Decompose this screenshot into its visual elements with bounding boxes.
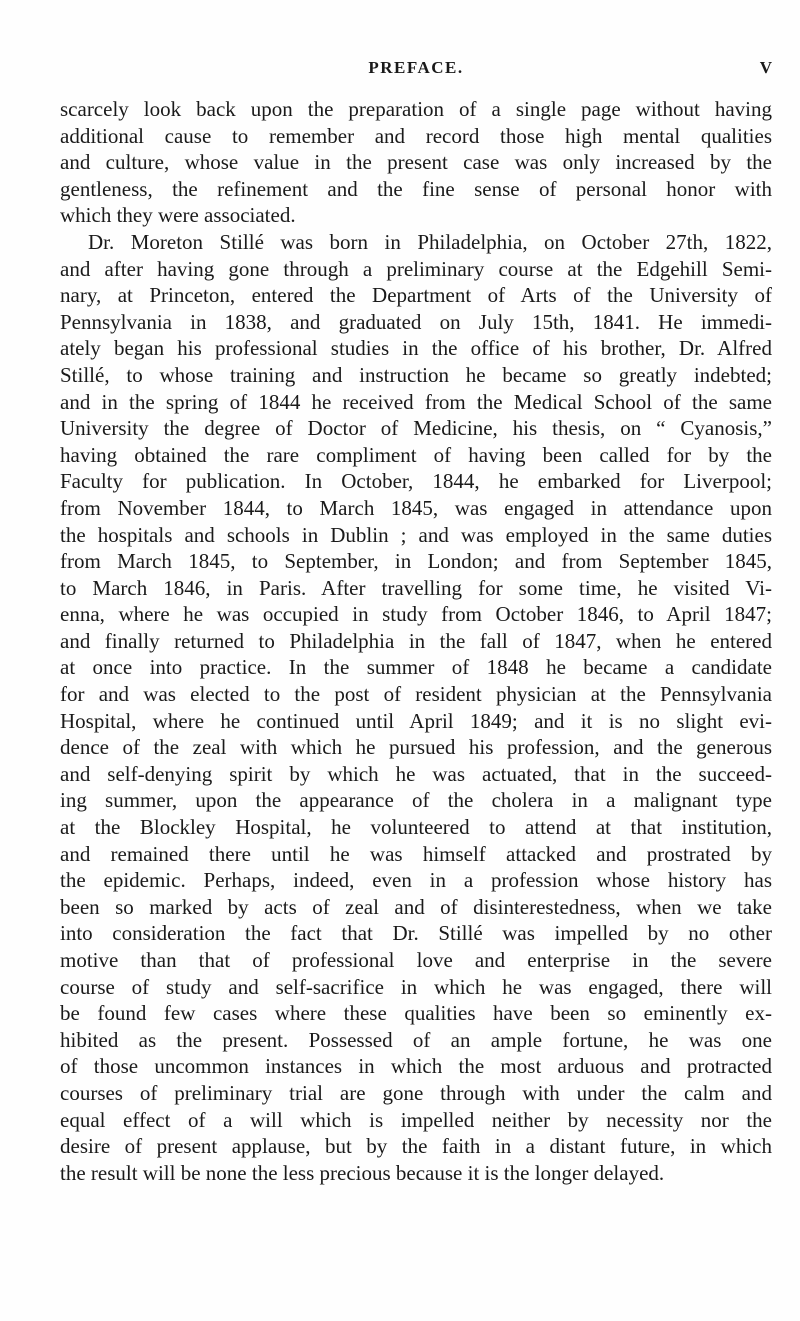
text-line: to March 1846, in Paris. After travelling for some time, he visited Vi-	[60, 575, 772, 600]
running-head	[60, 58, 772, 82]
text-line: Pennsylvania in 1838, and graduated on July 15th, 1841. He immedi-	[60, 309, 772, 334]
page-number: V	[759, 58, 772, 77]
text-line: gentleness, the refinement and the fine sense of personal honor with	[60, 176, 772, 201]
text-line: Stillé, to whose training and instruction he became so greatly indebted;	[60, 362, 772, 387]
text-line: courses of preliminary trial are gone through with under the calm and	[60, 1080, 772, 1105]
text-line: motive than that of professional love and enterprise in the severe	[60, 948, 772, 972]
body-text	[60, 96, 772, 1186]
text-line: been so marked by acts of zeal and of disinterestedness, when we take	[60, 894, 772, 919]
text-line: and remained there until he was himself attacked and prostrated by	[60, 841, 772, 866]
text-line: scarcely look back upon the preparation of a single page without having	[60, 97, 772, 121]
text-line: the epidemic. Perhaps, indeed, even in a profession whose history has	[60, 868, 772, 893]
text-line: Hospital, where he continued until April 1849; and it is no slight evi-	[60, 708, 772, 733]
text-line: be found few cases where these qualities have been so eminently ex-	[60, 1001, 772, 1026]
text-line: which they were associated.	[60, 203, 296, 228]
text-line: course of study and self-sacrifice in which he was engaged, there will	[60, 974, 772, 999]
running-title: PREFACE.	[368, 58, 464, 77]
text-line: from March 1845, to September, in London; and from September 1845,	[60, 549, 772, 574]
text-line: Dr. Moreton Stillé was born in Philadelphia, on October 27th, 1822,	[88, 229, 772, 254]
text-line: Faculty for publication. In October, 1844, he embarked for Liverpool;	[60, 469, 772, 494]
text-line: into consideration the fact that Dr. Stillé was impelled by no other	[60, 921, 772, 946]
text-line: ately began his professional studies in the office of his brother, Dr. Alfred	[60, 336, 772, 361]
text-line: at the Blockley Hospital, he volunteered to attend at that institution,	[60, 815, 772, 840]
text-line: at once into practice. In the summer of 1848 he became a candidate	[60, 655, 772, 680]
text-line: dence of the zeal with which he pursued his profession, and the generous	[60, 735, 772, 760]
text-line: and in the spring of 1844 he received from the Medical School of the same	[60, 389, 772, 414]
text-line: hibited as the present. Possessed of an ample fortune, he was one	[60, 1027, 772, 1052]
text-line: from November 1844, to March 1845, was engaged in attendance upon	[60, 495, 772, 520]
text-line: for and was elected to the post of resident physician at the Pennsylvania	[60, 682, 772, 707]
text-line: University the degree of Doctor of Medicine, his thesis, on “ Cyanosis,”	[60, 416, 772, 441]
text-line: having obtained the rare compliment of having been called for by the	[60, 442, 772, 467]
text-line: additional cause to remember and record those high mental qualities	[60, 123, 772, 148]
text-line: the hospitals and schools in Dublin ; and was employed in the same duties	[60, 522, 772, 547]
text-line: ing summer, upon the appearance of the cholera in a malignant type	[60, 788, 772, 813]
text-line: and after having gone through a preliminary course at the Edgehill Semi-	[60, 256, 772, 281]
text-line: enna, where he was occupied in study from October 1846, to April 1847;	[60, 602, 772, 627]
text-line: the result will be none the less precious because it is the longer delayed.	[60, 1160, 665, 1185]
text-line: equal effect of a will which is impelled neither by necessity nor the	[60, 1107, 772, 1132]
text-line: of those uncommon instances in which the most arduous and protracted	[60, 1054, 772, 1079]
text-line: desire of present applause, but by the faith in a distant future, in which	[60, 1134, 772, 1159]
text-line: and finally returned to Philadelphia in the fall of 1847, when he entered	[60, 628, 772, 653]
text-line: and self-denying spirit by which he was actuated, that in the succeed-	[60, 761, 772, 786]
text-line: and culture, whose value in the present case was only increased by the	[60, 150, 772, 175]
text-line: nary, at Princeton, entered the Department of Arts of the University of	[60, 283, 772, 308]
